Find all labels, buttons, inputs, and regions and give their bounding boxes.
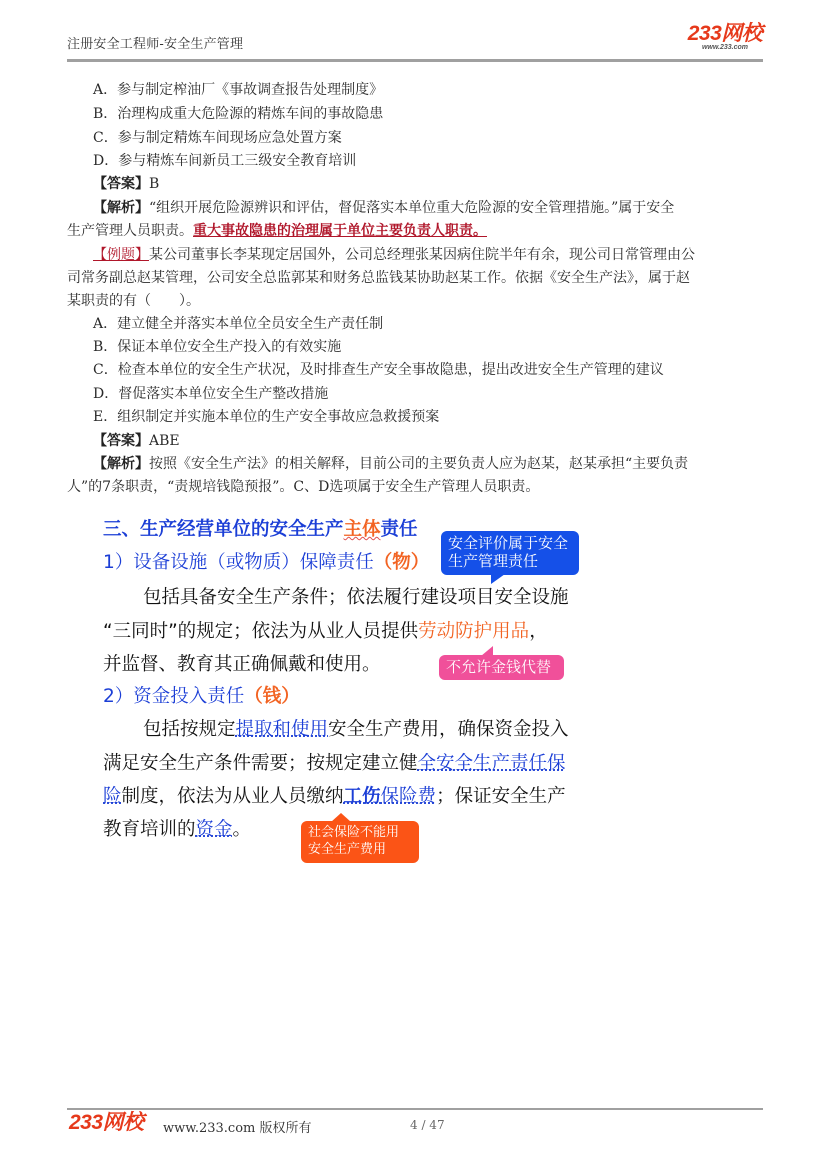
logo-brand-text: 233网校 — [687, 22, 763, 45]
callout-text: 安全生产费用 — [308, 842, 387, 857]
q1-option-d: D．参与精炼车间新员工三级安全教育培训 — [93, 153, 357, 169]
q2-option-e: E．组织制定并实施本单位的生产安全事故应急救援预案 — [93, 409, 440, 425]
item2-text: 安全生产费用，确保资金投入 — [328, 719, 569, 740]
heading-text: 三、生产经营单位的安全生产 — [103, 519, 344, 540]
callout-pink-note — [439, 655, 564, 680]
example-label: 【例题】 — [93, 247, 149, 263]
q1-option-a: A．参与制定榨油厂《事故调查报告处理制度》 — [93, 82, 384, 98]
item1-title — [103, 552, 429, 574]
footer-copyright: www.233.com 版权所有 — [163, 1121, 312, 1136]
q2-answer — [93, 433, 180, 449]
q2-stem-line2: 司常务副总赵某管理，公司安全总监郭某和财务总监钱某协助赵某工作。依据《安全生产法》，属于赵 — [67, 270, 690, 286]
document-header-title: 注册安全工程师-安全生产管理 — [67, 37, 244, 52]
callout-blue-note — [441, 531, 579, 575]
item2-link-bold: 工伤 — [343, 786, 381, 807]
section-heading — [103, 519, 418, 541]
item2-tag: （钱） — [244, 686, 300, 707]
item1-tag: （物） — [373, 552, 430, 573]
analysis-text: “组织开展危险源辨识和评估，督促落实本单位重大危险源的安全管理措施。”属于安全 — [149, 200, 675, 216]
q2-analysis-line1 — [93, 456, 688, 472]
footer-divider — [67, 1108, 763, 1110]
q1-answer — [93, 176, 159, 192]
item2-line2 — [103, 753, 566, 775]
stem-text: 某公司董事长李某现定居国外，公司总经理张某因病住院半年有余，现公司日常管理由公 — [149, 247, 695, 263]
q2-option-b: B．保证本单位安全生产投入的有效实施 — [93, 339, 342, 355]
analysis-label: 【解析】 — [93, 456, 149, 472]
item2-text: 。 — [232, 819, 252, 840]
item2-title — [103, 686, 300, 708]
q2-stem-line1 — [93, 247, 695, 263]
q2-stem-line3: 某职责的有（ ）。 — [67, 293, 200, 309]
heading-highlight: 主体 — [343, 519, 381, 540]
q2-option-d: D．督促落实本单位安全生产整改措施 — [93, 386, 329, 402]
item1-highlight: 劳动防护用品 — [418, 621, 530, 642]
q2-analysis-line2: 人”的7条职责，“责规培钱隐预报”。C、D选项属于安全生产管理人员职责。 — [67, 479, 540, 495]
answer-value: ABE — [149, 433, 180, 449]
item1-line2-text: “三同时”的规定；依法为从业人员提供 — [103, 621, 419, 642]
callout-orange-note — [301, 821, 419, 863]
q1-analysis-line2 — [67, 223, 487, 239]
item2-link: 提取和使用 — [235, 719, 329, 740]
q1-analysis-line1 — [93, 200, 674, 216]
item1-line2-end: ， — [529, 621, 548, 642]
q2-option-c: C．检查本单位的安全生产状况，及时排查生产安全事故隐患，提出改进安全生产管理的建议 — [93, 362, 664, 378]
item1-line1: 包括具备安全生产条件；依法履行建设项目安全设施 — [143, 587, 569, 608]
item2-line1 — [143, 719, 569, 741]
footer-brand-logo: 233网校 — [69, 1111, 144, 1134]
item2-text: ；保证安全生产 — [436, 786, 566, 807]
item2-text: 满足安全生产条件需要；按规定建立健 — [103, 753, 418, 774]
item1-line2 — [103, 621, 548, 643]
item2-link: 保险费 — [380, 786, 437, 807]
item2-text: 包括按规定 — [143, 719, 236, 740]
item1-line3: 并监督、教育其正确佩戴和使用。 — [103, 654, 381, 675]
q2-option-a: A．建立健全并落实本单位全员安全生产责任制 — [93, 316, 384, 332]
item2-link: 全安全生产责任保 — [417, 753, 566, 774]
item2-line4 — [103, 819, 251, 841]
item2-line3 — [103, 786, 566, 808]
answer-label: 【答案】 — [93, 176, 149, 192]
callout-text: 社会保险不能用 — [308, 825, 400, 840]
q1-option-b: B．治理构成重大危险源的精炼车间的事故隐患 — [93, 106, 384, 122]
callout-text: 不允许金钱代替 — [446, 658, 552, 676]
page-number: 4 / 47 — [410, 1118, 445, 1132]
item2-text: 制度，依法为从业人员缴纳 — [121, 786, 344, 807]
answer-value: B — [149, 176, 160, 192]
brand-logo — [680, 24, 770, 52]
header-divider — [67, 59, 763, 62]
q1-option-c: C．参与制定精炼车间现场应急处置方案 — [93, 130, 342, 146]
answer-label: 【答案】 — [93, 433, 149, 449]
item2-link: 资金 — [195, 819, 233, 840]
callout-text: 安全评价属于安全 — [448, 534, 569, 552]
heading-text-end: 责任 — [380, 519, 418, 540]
analysis-label: 【解析】 — [93, 200, 149, 216]
analysis-highlight: 重大事故隐患的治理属于单位主要负责人职责。 — [193, 223, 487, 239]
item2-title-text: 2）资金投入责任 — [103, 686, 245, 707]
analysis-text: 按照《安全生产法》的相关解释，目前公司的主要负责人应为赵某，赵某承担“主要负责 — [149, 456, 689, 472]
callout-text: 生产管理责任 — [448, 552, 539, 570]
item1-title-text: 1）设备设施（或物质）保障责任 — [103, 552, 374, 573]
analysis-text: 生产管理人员职责。 — [67, 223, 193, 239]
item2-link: 险 — [103, 786, 122, 807]
item2-text: 教育培训的 — [103, 819, 196, 840]
logo-url-text: www.233.com — [701, 44, 749, 51]
